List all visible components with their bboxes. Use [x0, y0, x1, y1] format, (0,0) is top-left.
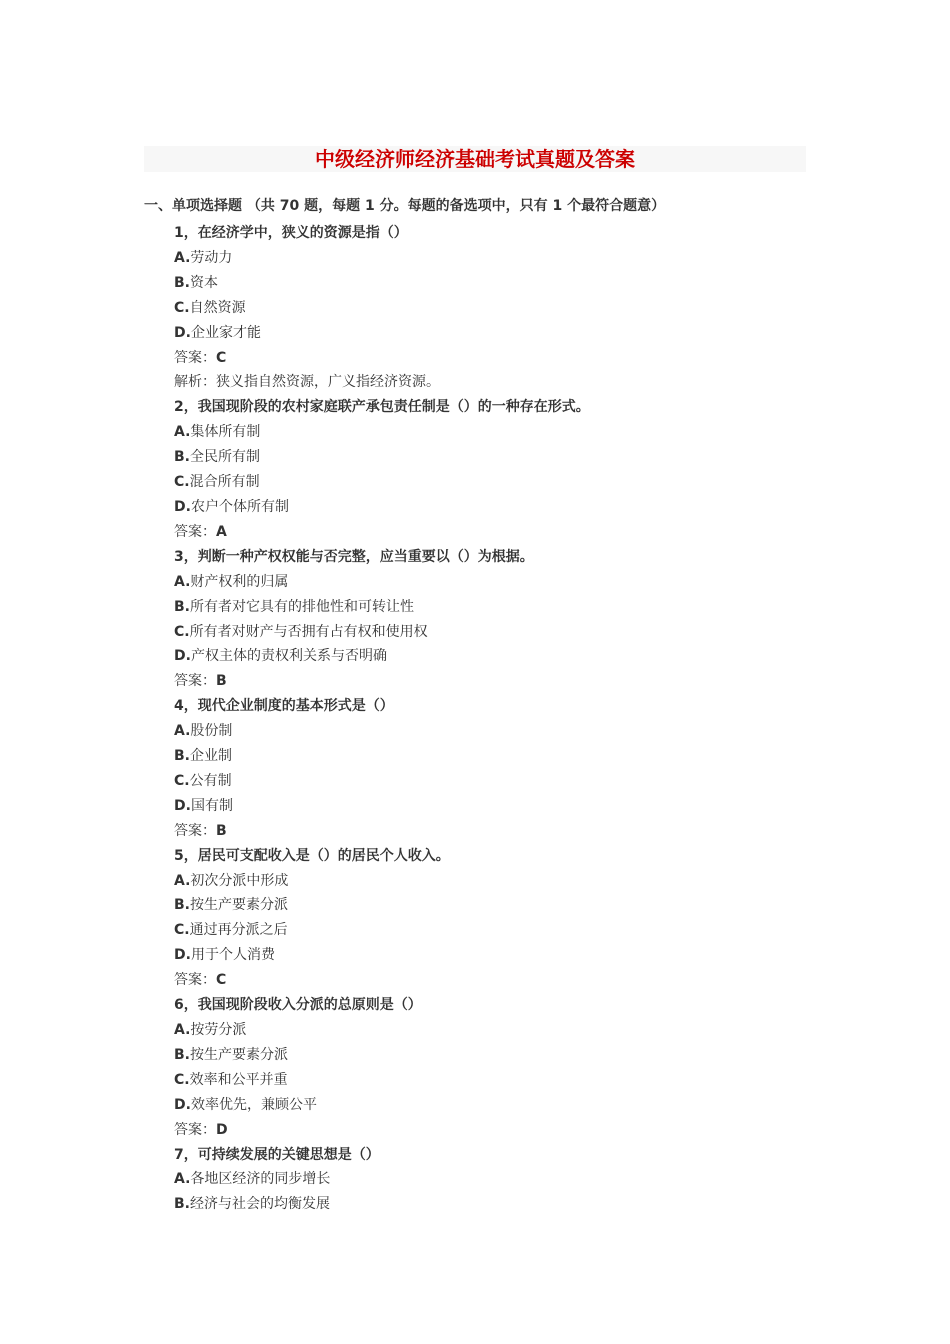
answer-option: [174, 943, 814, 968]
answer-label: 答案：: [174, 673, 216, 690]
option-letter: A.: [174, 573, 191, 590]
option-text: 初次分派中形成: [190, 872, 289, 889]
answer-line: [174, 1118, 814, 1143]
answer-option: [174, 271, 814, 296]
option-text: 效率和公平并重: [189, 1071, 288, 1088]
answer-option: [174, 1167, 814, 1192]
option-letter: B.: [174, 598, 190, 615]
answer-option: [174, 420, 814, 445]
option-letter: D.: [174, 648, 191, 665]
question-stem: 3，判断一种产权权能与否完整，应当重要以（）为根据。: [174, 548, 534, 565]
option-text: 各地区经济的同步增长: [190, 1171, 331, 1188]
answer-label: 答案：: [174, 1121, 216, 1138]
answer-option: [174, 1192, 814, 1217]
option-text: 按劳分派: [190, 1022, 247, 1038]
answer-option: [174, 893, 814, 918]
question-stem: 7，可持续发展的关键思想是（）: [174, 1146, 380, 1163]
option-letter: A.: [174, 1022, 191, 1038]
option-letter: C.: [174, 474, 190, 491]
answer-option: [174, 1018, 814, 1043]
question-list: [174, 221, 814, 1217]
answer-option: [174, 246, 814, 271]
option-letter: A.: [174, 424, 191, 441]
option-letter: B.: [174, 748, 190, 765]
answer-option: [174, 595, 814, 620]
question-stem: 4，现代企业制度的基本形式是（）: [174, 698, 394, 715]
answer-label: 答案：: [174, 523, 216, 540]
answer-line: [174, 346, 814, 371]
option-letter: C.: [174, 1071, 190, 1088]
answer-option: [174, 869, 814, 894]
option-text: 按生产要素分派: [190, 897, 288, 914]
option-letter: B.: [174, 1046, 190, 1063]
option-text: 资本: [190, 274, 218, 291]
option-text: 混合所有制: [189, 474, 260, 491]
answer-option: [174, 321, 814, 346]
option-text: 用于个人消费: [190, 947, 275, 964]
question-stem: 2，我国现阶段的农村家庭联产承包责任制是（）的一种存在形式。: [174, 399, 590, 416]
option-text: 全民所有制: [190, 449, 260, 466]
answer-line: [174, 669, 814, 694]
option-text: 劳动力: [190, 249, 233, 266]
option-letter: B.: [174, 274, 190, 291]
answer-label: 答案：: [174, 349, 216, 366]
answer-option: [174, 445, 814, 470]
answer-value: B: [216, 673, 227, 690]
option-letter: A.: [174, 872, 191, 889]
answer-line: [174, 968, 814, 993]
option-letter: C.: [174, 299, 190, 316]
answer-option: [174, 1093, 814, 1118]
answer-value: C: [216, 349, 227, 366]
option-letter: C.: [174, 623, 190, 640]
question-stem: 5，居民可支配收入是（）的居民个人收入。: [174, 847, 450, 864]
option-letter: C.: [174, 772, 190, 789]
option-text: 国有制: [190, 797, 233, 814]
option-text: 所有者对它具有的排他性和可转让性: [190, 598, 414, 615]
answer-value: C: [216, 972, 227, 989]
option-letter: D.: [174, 947, 191, 964]
answer-label: 答案：: [174, 822, 216, 839]
option-letter: C.: [174, 922, 190, 939]
option-letter: D.: [174, 498, 191, 515]
option-letter: A.: [174, 249, 191, 266]
option-letter: D.: [174, 797, 191, 814]
answer-value: A: [216, 523, 227, 540]
answer-option: [174, 644, 814, 669]
analysis-text: 解析：狭义指自然资源，广义指经济资源。: [174, 374, 440, 391]
option-letter: B.: [174, 1196, 190, 1213]
option-text: 企业制: [190, 748, 232, 765]
answer-option: [174, 296, 814, 321]
option-text: 农户个体所有制: [190, 498, 289, 515]
answer-option: [174, 570, 814, 595]
option-letter: D.: [174, 324, 191, 341]
option-text: 财产权利的归属: [190, 573, 289, 590]
option-letter: B.: [174, 449, 190, 466]
answer-value: B: [216, 822, 227, 839]
option-text: 所有者对财产与否拥有占有权和使用权: [189, 623, 428, 640]
question-stem: 6，我国现阶段收入分派的总原则是（）: [174, 997, 422, 1014]
answer-value: D: [216, 1121, 228, 1138]
option-text: 效率优先，兼顾公平: [190, 1096, 317, 1113]
title-bar: [144, 146, 806, 172]
answer-option: [174, 769, 814, 794]
option-letter: B.: [174, 897, 190, 914]
question-stem: 1，在经济学中，狭义的资源是指（）: [174, 225, 408, 241]
answer-option: [174, 918, 814, 943]
answer-option: [174, 794, 814, 819]
option-text: 通过再分派之后: [189, 922, 288, 939]
answer-option: [174, 719, 814, 744]
option-text: 自然资源: [189, 299, 246, 316]
option-text: 按生产要素分派: [190, 1046, 288, 1063]
answer-option: [174, 470, 814, 495]
option-text: 企业家才能: [190, 324, 261, 341]
answer-line: [174, 819, 814, 844]
option-letter: D.: [174, 1096, 191, 1113]
document-title: 中级经济师经济基础考试真题及答案: [315, 147, 635, 171]
option-text: 集体所有制: [190, 424, 261, 441]
answer-line: [174, 520, 814, 545]
answer-label: 答案：: [174, 972, 216, 989]
option-letter: A.: [174, 723, 191, 740]
answer-option: [174, 495, 814, 520]
option-text: 经济与社会的均衡发展: [190, 1196, 330, 1213]
answer-option: [174, 620, 814, 645]
option-text: 产权主体的责权利关系与否明确: [190, 648, 387, 665]
option-text: 股份制: [190, 723, 233, 740]
option-letter: A.: [174, 1171, 191, 1188]
option-text: 公有制: [189, 772, 232, 789]
answer-option: [174, 1043, 814, 1068]
answer-option: [174, 1068, 814, 1093]
answer-option: [174, 744, 814, 769]
section-header: 一、单项选择题 （共 70 题，每题 1 分。每题的备选项中，只有 1 个最符合题意）: [144, 198, 666, 214]
